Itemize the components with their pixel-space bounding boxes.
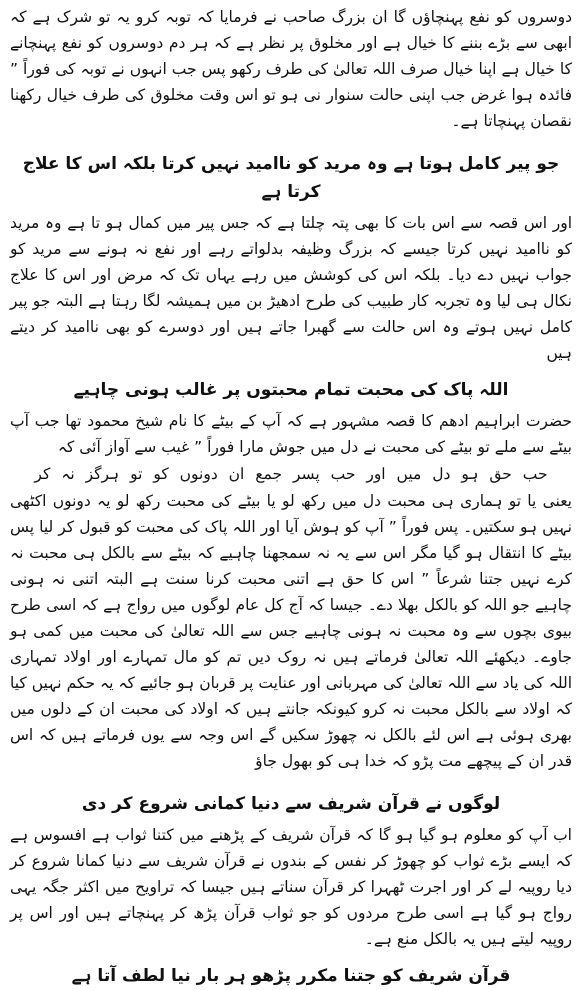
paragraph-perfect-pir: اور اس قصہ سے اس بات کا بھی پتہ چلتا ہے کہ جس پیر میں کمال ہو تا ہے وہ مرید کو ناامید نہیں کرتا جیسے کہ بزرگ وظیفہ بدلواتے رہے اور نفع نہ ہونے سے مرید کو جواب نہیں دے دیا۔ بلکہ اس کی کوشش میں رہے یہاں تک کہ مرض اور اس کا علاج نکال ہی لیا وہ تجربہ کار طبیب کی طرح ادھیڑ بن میں ہمیشہ لگا رہتا ہے البتہ جو پیر کامل نہیں ہوتے وہ اس حالت سے گھبرا جاتے ہیں اور دوسرے کو بھی ناامید کر دیتے ہیں	[10, 214, 572, 362]
verse-couplet: حب حق ہو دل میں اور حب پسر جمع ان دونوں کو تو ہرگز نہ کر	[34, 465, 548, 483]
paragraph-ibrahim-adham: حضرت ابراہیم ادھم کا قصہ مشہور ہے کہ آپ کے بیٹے کا نام شیخ محمود تھا جب آپ بیٹے سے ملے تو بیٹے کی محبت نے دل میں جوش مارا فوراً ” غیب سے آواز آئی کہ	[10, 412, 572, 456]
heading-perfect-pir: جو پیر کامل ہوتا ہے وہ مرید کو ناامید نہیں کرتا بلکہ اس کا علاج کرتا ہے	[22, 154, 560, 202]
heading-quran-new-joy: قرآن شریف کو جتنا مکرر پڑھو ہر بار نیا لطف آتا ہے	[71, 966, 511, 986]
heading-quran-for-money: لوگوں نے قرآن شریف سے دنیا کمانی شروع کر دی	[81, 794, 501, 814]
paragraph-intro: دوسروں کو نفع پہنچاؤں گا ان بزرگ صاحب نے فرمایا کہ توبہ کرو یہ تو شرک ہے کہ ابھی سے بڑے بننے کا خیال ہے اور مخلوق پر نظر ہے کہ ہر دم دوسروں کو نفع پہنچانے کا خیال ہے اپنا خیال صرف اللہ تعالیٰ کی طرف رکھو پس جب انہوں نے توبہ کی فوراً ” فائدہ ہوا غرض جب اپنی حالت سنوار نی ہو تو اس وقت مخلوق کی طرف خیال رکھنا نقصان پہنچاتا ہے۔	[10, 8, 572, 130]
paragraph-love-explanation: یعنی یا تو ہماری ہی محبت دل میں رکھ لو یا بیٹے کی محبت رکھ لو یہ دونوں اکٹھی نہیں ہو سکتیں۔ پس فوراً ” آپ کو ہوش آیا اور اللہ پاک کی محبت کو قبول کر لیا پس بیٹے کا انتقال ہو گیا مگر اس سے یہ نہ سمجھنا چاہیے کہ بیٹے سے بالکل ہی محبت نہ کرے نہیں جتنا شرعاً ” اس کا حق ہے اتنی محبت کرنا سنت ہے البتہ اتنی نہ ہونی چاہیے جو اللہ کو بالکل بھلا دے۔ جیسا کہ آج کل عام لوگوں میں رواج ہے کہ اسی طرح بیوی بچوں سے وہ محبت نہ ہونی چاہیے جس سے اللہ تعالیٰ کی محبت میں کمی ہو جاوے۔ دیکھئے اللہ تعالیٰ فرماتے ہیں نہ روک دیں تم کو مال تمہارے اور اولاد تمہاری اللہ کی یاد سے اللہ تعالیٰ کی مہربانی اور عنایت پر قربان ہو جائیے کہ یہ حکم نہیں کیا کہ اولاد سے بالکل محبت نہ کرو کیونکہ جانتے ہیں کہ اولاد کی محبت ان کے دلوں میں بھری ہوئی ہے اس لئے بالکل نہ چھوڑ سکیں گے اس وجہ سے یوں فرماتے ہیں کہ اس قدر ان کے پیچھے مت پڑو کہ خدا ہی کو بھول جاؤ	[10, 492, 572, 770]
paragraph-quran-reward: اب آپ کو معلوم ہو گیا ہو گا کہ قرآن شریف کے پڑھنے میں کتنا ثواب ہے افسوس ہے کہ ایسے بڑے ثواب کو چھوڑ کر نفس کے بندوں نے قرآن شریف سے دنیا کمانا شروع کر دیا روپیہ لے کر اور اجرت ٹھہرا کر قرآن سناتے ہیں جیسا کہ تراویح میں اکثر جگہ یہی رواج ہو گیا ہے اسی طرح مردوں کو جو ثواب قرآن پڑھ کر پہنچاتے ہیں اور اس پر روپیہ لیتے ہیں یہ بالکل منع ہے۔	[10, 826, 572, 948]
heading-love-of-allah: اللہ پاک کی محبت تمام محبتوں پر غالب ہونی چاہیے	[73, 380, 509, 400]
